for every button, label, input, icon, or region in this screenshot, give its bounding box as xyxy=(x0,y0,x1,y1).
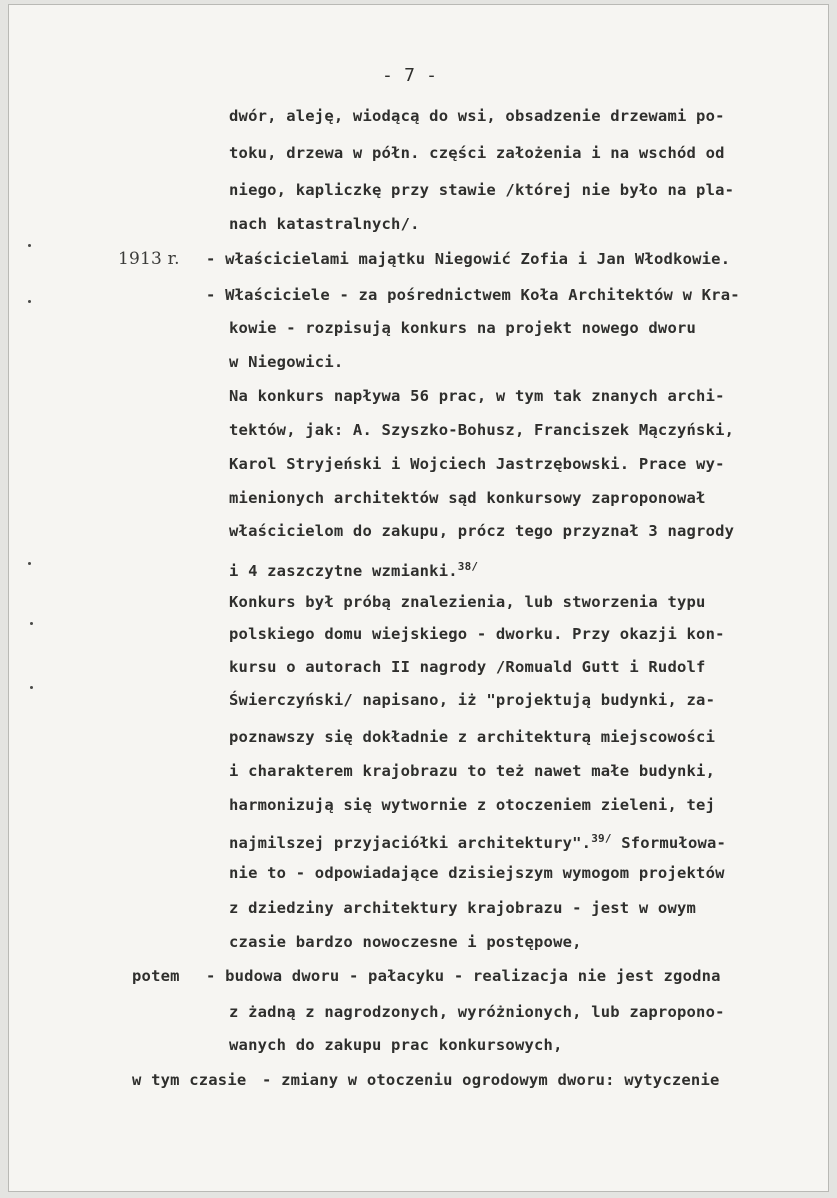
label-w-tym-czasie: w tym czasie xyxy=(132,1071,247,1089)
text-line-15: Konkurs był próbą znalezienia, lub stworzenia typu xyxy=(229,593,706,611)
margin-dot xyxy=(28,562,31,565)
text-line-29: - zmiany w otoczeniu ogrodowym dworu: wytyczenie xyxy=(262,1071,720,1089)
text-line-17: kursu o autorach II nagrody /Romuald Gutt i Rudolf xyxy=(229,658,706,676)
text-line-13: właścicielom do zakupu, prócz tego przyznał 3 nagrody xyxy=(229,522,735,540)
text-line-16: polskiego domu wiejskiego - dworku. Przy okazji kon- xyxy=(229,625,725,643)
text-line-24: z dziedziny architektury krajobrazu - jest w owym xyxy=(229,899,697,917)
year-label: 1913 r. xyxy=(118,249,180,269)
text-line-19: poznawszy się dokładnie z architekturą miejscowości xyxy=(229,728,716,746)
text-line-5: - właścicielami majątku Niegowić Zofia i Jan Włodkowie. xyxy=(206,250,731,268)
page-number: - 7 - xyxy=(382,65,438,86)
text-line-8: w Niegowici. xyxy=(229,353,344,371)
margin-dot xyxy=(28,244,31,247)
text-line-20: i charakterem krajobrazu to też nawet małe budynki, xyxy=(229,762,716,780)
text-line-23: nie to - odpowiadające dzisiejszym wymogom projektów xyxy=(229,864,725,882)
text-line-14-body: i 4 zaszczytne wzmianki. xyxy=(229,562,458,580)
text-line-14 xyxy=(229,557,478,581)
text-line-22-body: najmilszej przyjaciółki architektury". xyxy=(229,834,592,852)
text-line-11: Karol Stryjeński i Wojciech Jastrzębowski. Prace wy- xyxy=(229,455,725,473)
text-line-6: - Właściciele - za pośrednictwem Koła Architektów w Kra- xyxy=(206,286,740,304)
text-line-26: - budowa dworu - pałacyku - realizacja nie jest zgodna xyxy=(206,967,721,985)
text-line-12: mienionych architektów sąd konkursowy zaproponował xyxy=(229,489,706,507)
text-line-25: czasie bardzo nowoczesne i postępowe, xyxy=(229,933,582,951)
text-line-4: nach katastralnych/. xyxy=(229,215,420,233)
text-line-28: wanych do zakupu prac konkursowych, xyxy=(229,1036,563,1054)
text-line-18: Świerczyński/ napisano, iż "projektują budynki, za- xyxy=(229,691,716,709)
text-line-7: kowie - rozpisują konkurs na projekt nowego dworu xyxy=(229,319,697,337)
label-potem: potem xyxy=(132,967,180,985)
footnote-38: 38/ xyxy=(457,560,479,573)
footnote-39: 39/ xyxy=(591,832,612,845)
text-line-22 xyxy=(229,829,726,853)
text-line-1: dwór, aleję, wiodącą do wsi, obsadzenie drzewami po- xyxy=(229,107,725,125)
text-line-21: harmonizują się wytwornie z otoczeniem zieleni, tej xyxy=(229,796,716,814)
text-line-9: Na konkurs napływa 56 prac, w tym tak znanych archi- xyxy=(229,387,725,405)
margin-dot xyxy=(30,622,33,625)
text-line-3: niego, kapliczkę przy stawie /której nie było na pla- xyxy=(229,181,735,199)
margin-dot xyxy=(30,686,33,689)
text-line-27: z żadną z nagrodzonych, wyróżnionych, lub zapropono- xyxy=(229,1003,725,1021)
margin-dot xyxy=(28,300,31,303)
text-line-10: tektów, jak: A. Szyszko-Bohusz, Franciszek Mączyński, xyxy=(229,421,735,439)
text-line-22-tail: Sformułowa- xyxy=(621,834,727,852)
text-line-2: toku, drzewa w półn. części założenia i na wschód od xyxy=(229,144,725,162)
